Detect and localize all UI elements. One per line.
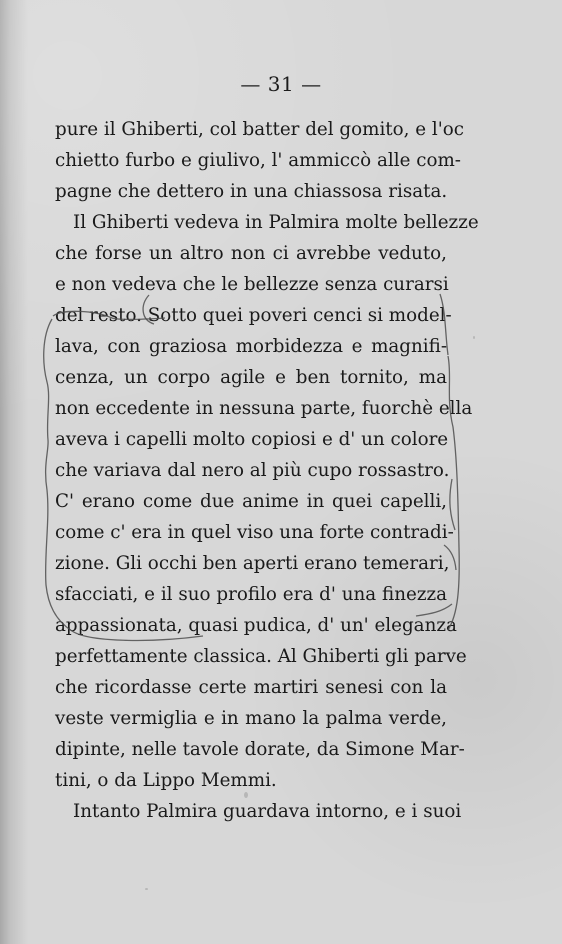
- text-line: appassionata, quasi pudica, d' un' eleganza: [55, 615, 457, 636]
- text-line: C' erano come due anime in quei capelli,: [55, 491, 447, 512]
- paper-speck: [145, 888, 148, 890]
- text-line: chietto furbo e giulivo, l' ammiccò alle com-: [55, 150, 461, 171]
- text-line: che ricordasse certe martiri senesi con la: [55, 677, 447, 698]
- body-text: [55, 114, 479, 827]
- text-line: non eccedente in nessuna parte, fuorchè ella: [55, 398, 473, 419]
- text-line: sfacciati, e il suo profilo era d' una finezza: [55, 584, 447, 605]
- text-line: e non vedeva che le bellezze senza curarsi: [55, 274, 449, 295]
- text-line: che forse un altro non ci avrebbe veduto,: [55, 243, 447, 264]
- text-line: Intanto Palmira guardava intorno, e i suoi: [73, 801, 462, 822]
- text-line: aveva i capelli molto copiosi e d' un colore: [55, 429, 449, 450]
- text-line: come c' era in quel viso una forte contradi-: [55, 522, 454, 543]
- text-line: dipinte, nelle tavole dorate, da Simone Mar-: [55, 739, 465, 760]
- text-line: del resto. Sotto quei poveri cenci si model-: [55, 305, 452, 326]
- text-line: pagne che dettero in una chiassosa risata.: [55, 181, 448, 202]
- text-line: lava, con graziosa morbidezza e magnifi-: [55, 336, 447, 357]
- text-line: zione. Gli occhi ben aperti erano temerari,: [55, 553, 450, 574]
- text-line: cenza, un corpo agile e ben tornito, ma: [55, 367, 447, 388]
- text-line: veste vermiglia e in mano la palma verde,: [55, 708, 447, 729]
- text-line: tini, o da Lippo Memmi.: [55, 770, 277, 791]
- text-line: perfettamente classica. Al Ghiberti gli parve: [55, 646, 467, 667]
- text-line: che variava dal nero al più cupo rossastro.: [55, 460, 450, 481]
- paper-speck: [473, 336, 475, 339]
- text-line: pure il Ghiberti, col batter del gomito, e l'oc: [55, 119, 465, 140]
- page-number: — 31 —: [240, 72, 322, 96]
- text-line: Il Ghiberti vedeva in Palmira molte bellezze: [73, 212, 479, 233]
